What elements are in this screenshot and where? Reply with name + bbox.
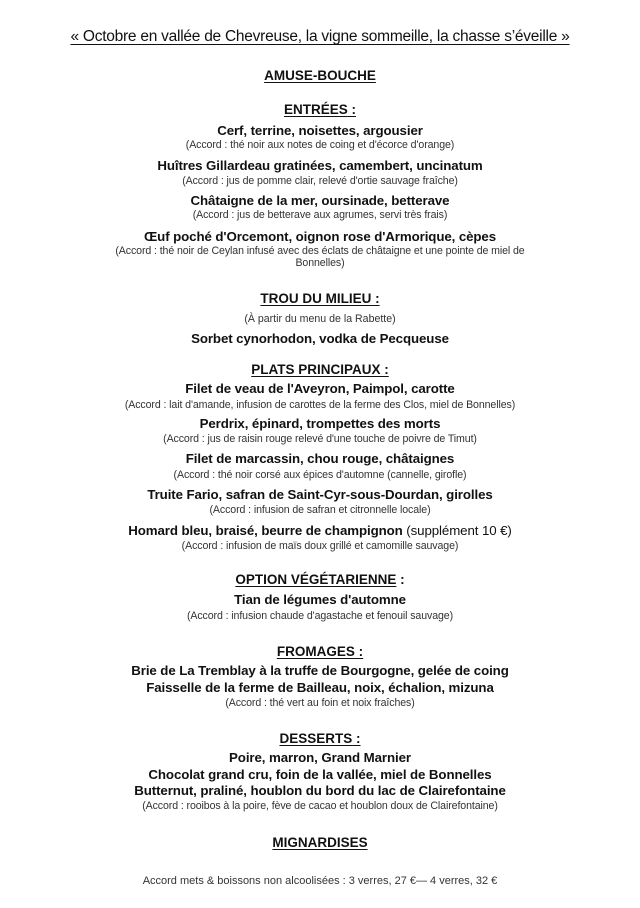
pairing-note: (Accord : jus de betterave aux agrumes, servi très frais) (192, 209, 448, 221)
dish-item: Brie de La Tremblay à la truffe de Bourgogne, gelée de coing (131, 663, 509, 678)
dish-item: Homard bleu, braisé, beurre de champignon (supplément 10 €) (128, 523, 512, 538)
pairing-note: (Accord : infusion chaude d'agastache et fenouil sauvage) (186, 610, 454, 622)
dish-item: Perdrix, épinard, trompettes des morts (199, 416, 441, 431)
pairing-note: (Accord : lait d'amande, infusion de carottes de la ferme des Clos, miel de Bonnelles) (124, 399, 516, 411)
dish-item: Œuf poché d'Orcemont, oignon rose d'Armorique, cèpes (143, 229, 497, 244)
section-heading-mignardises: MIGNARDISES (272, 835, 368, 850)
section-heading-desserts: DESSERTS : (279, 731, 361, 746)
menu-title: « Octobre en vallée de Chevreuse, la vigne sommeille, la chasse s’éveille » (70, 28, 570, 45)
pairing-note: (Accord : infusion de maïs doux grillé et camomille sauvage) (181, 540, 459, 552)
dish-item: Filet de marcassin, chou rouge, châtaignes (185, 451, 455, 466)
supplement-price: (supplément 10 €) (402, 523, 512, 538)
dish-item: Châtaigne de la mer, oursinade, betterave (190, 193, 450, 208)
pairing-note: (Accord : thé vert au foin et noix fraîches) (225, 697, 415, 709)
pairing-note: (Accord : jus de raisin rouge relevé d'une touche de poivre de Timut) (163, 433, 477, 445)
dish-item: Chocolat grand cru, foin de la vallée, miel de Bonnelles (148, 767, 492, 782)
section-heading-fromages: FROMAGES : (276, 644, 364, 659)
dish-item: Sorbet cynorhodon, vodka de Pecqueuse (191, 331, 449, 346)
pairing-note: (Accord : infusion de safran et citronnelle locale) (209, 504, 431, 516)
pairing-note: (Accord : thé noir aux notes de coing et d'écorce d'orange) (185, 139, 455, 151)
dish-item: Huîtres Gillardeau gratinées, camembert, uncinatum (157, 158, 483, 173)
pairing-price-footer: Accord mets & boissons non alcoolisées : 3 verres, 27 €— 4 verres, 32 € (142, 875, 498, 887)
dish-item: Tian de légumes d'automne (234, 592, 406, 607)
dish-item: Cerf, terrine, noisettes, argousier (217, 123, 423, 138)
pairing-note-continued: Bonnelles) (295, 257, 345, 269)
pairing-note: (Accord : thé noir de Ceylan infusé avec des éclats de châtaigne et une pointe de miel de (115, 245, 525, 257)
section-heading-option-vegetarienne: OPTION VÉGÉTARIENNE : (235, 572, 405, 587)
pairing-note: (Accord : thé noir corsé aux épices d'automne (cannelle, girofle) (173, 469, 467, 481)
section-heading-entrees: ENTRÉES : (283, 102, 356, 117)
dish-item: Poire, marron, Grand Marnier (229, 750, 411, 765)
section-heading-plats-principaux: PLATS PRINCIPAUX : (251, 362, 389, 377)
section-heading-trou-du-milieu: TROU DU MILIEU : (260, 291, 380, 306)
dish-item: Butternut, praliné, houblon du bord du lac de Clairefontaine (134, 783, 506, 798)
dish-item: Faisselle de la ferme de Bailleau, noix, échalion, mizuna (146, 680, 494, 695)
pairing-note: (Accord : jus de pomme clair, relevé d'ortie sauvage fraîche) (182, 175, 458, 187)
section-note: (À partir du menu de la Rabette) (244, 313, 396, 325)
dish-item: Filet de veau de l'Aveyron, Paimpol, carotte (185, 381, 455, 396)
section-heading-amuse-bouche: AMUSE-BOUCHE (264, 68, 376, 83)
pairing-note: (Accord : rooibos à la poire, fève de cacao et houblon doux de Clairefontaine) (142, 800, 498, 812)
dish-item: Truite Fario, safran de Saint-Cyr-sous-Dourdan, girolles (147, 487, 493, 502)
